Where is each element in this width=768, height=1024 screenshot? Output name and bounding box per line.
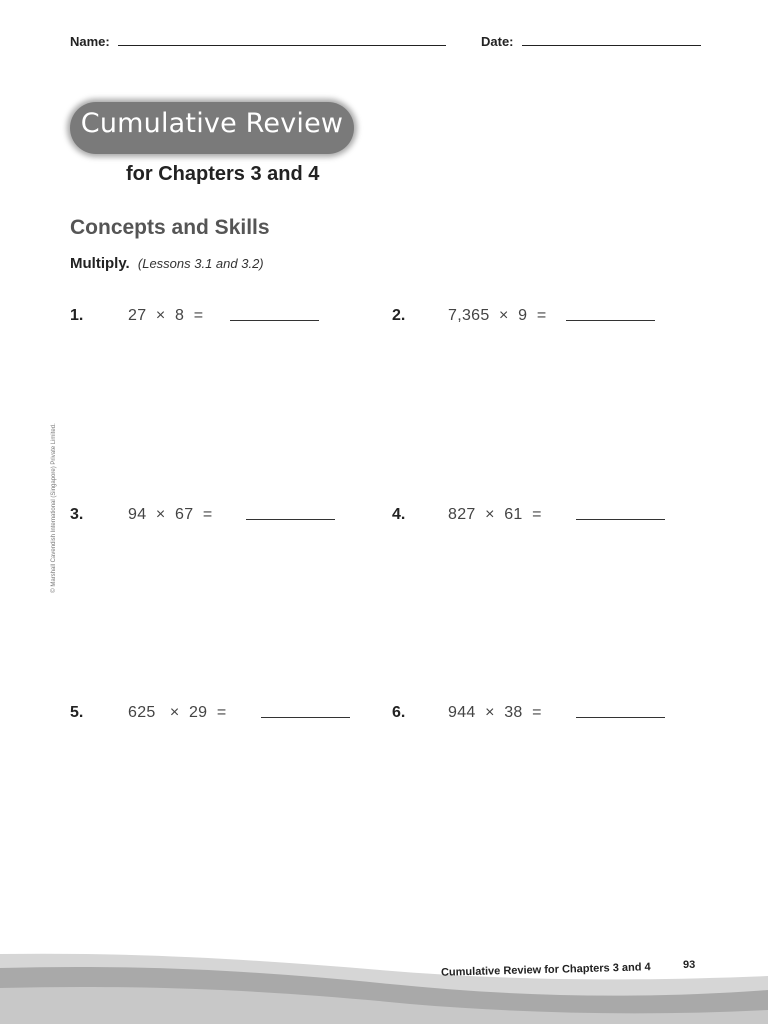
problem-number: 6. [392, 704, 406, 721]
problem-expression: 27 × 8 = [128, 307, 204, 324]
problem-number: 1. [70, 307, 84, 324]
problem-number: 4. [392, 506, 406, 523]
problem-expression: 944 × 38 = [448, 704, 542, 721]
problem-expression: 827 × 61 = [448, 506, 542, 523]
answer-blank[interactable] [230, 320, 319, 321]
answer-blank[interactable] [576, 519, 665, 520]
problem-expression: 94 × 67 = [128, 506, 213, 523]
name-field[interactable] [118, 45, 446, 46]
answer-blank[interactable] [261, 717, 350, 718]
problem-expression: 625 × 29 = [128, 704, 227, 721]
footer-title: Cumulative Review for Chapters 3 and 4 [440, 961, 651, 979]
page-number: 93 [683, 959, 696, 971]
section-heading: Concepts and Skills [70, 216, 270, 239]
name-label: Name: [70, 34, 110, 49]
lessons-note: (Lessons 3.1 and 3.2) [137, 256, 264, 271]
footer-wave [0, 930, 768, 1024]
problem-number: 5. [70, 704, 84, 721]
instruction-text: Multiply. [70, 255, 130, 272]
answer-blank[interactable] [566, 320, 655, 321]
page-subtitle: for Chapters 3 and 4 [126, 163, 320, 185]
answer-blank[interactable] [576, 717, 665, 718]
page-title: Cumulative Review [80, 108, 344, 139]
copyright-notice: © Marshall Cavendish International (Singapore) Private Limited. [51, 423, 57, 593]
date-label: Date: [481, 34, 514, 49]
title-banner [70, 102, 354, 154]
instructions [70, 255, 264, 272]
date-field[interactable] [522, 45, 701, 46]
answer-blank[interactable] [246, 519, 335, 520]
problem-number: 3. [70, 506, 84, 523]
problem-number: 2. [392, 307, 406, 324]
problem-expression: 7,365 × 9 = [448, 307, 547, 324]
